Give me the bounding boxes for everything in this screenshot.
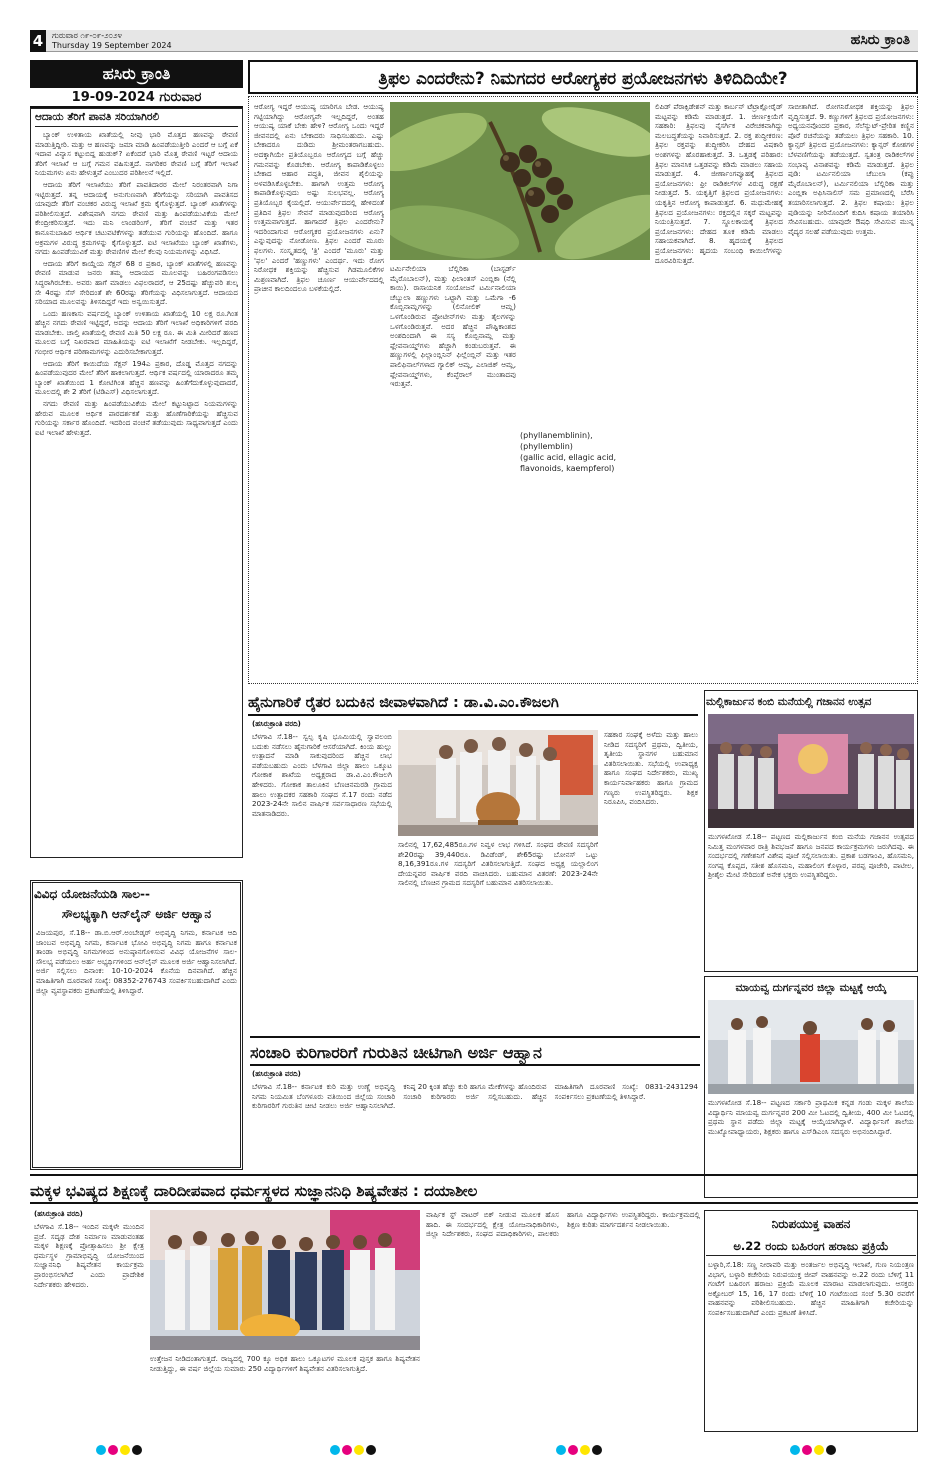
registration-dot-magenta (108, 1445, 118, 1455)
auction-title2: ಅ.22 ರಂದು ಬಹಿರಂಗ ಹರಾಜು ಪ್ರಕ್ರಿಯೆ (706, 1236, 916, 1256)
loans-title-line1: ವಿವಿಧ ಯೋಜನೆಯಡಿ ಸಾಲ-- (34, 887, 150, 901)
registration-dot-yellow (354, 1445, 364, 1455)
editorial-paragraph: ಆದಾಯ ತೆರಿಗೆ ಕಾಯ್ದೆಯ ಸೆಕ್ಷನ್ 68 ರ ಪ್ರಕಾರ, ಬ್ಯಾಂಕ್ ಖಾತೆಗಳಲ್ಲಿ ಹಣವನ್ನು ಠೇವಣಿ ಮಾಡುವ ಜನರು ತಮ್ಮ ಆದಾಯದ ಮೂಲವನ್ನು ಬಹಿರಂಗಪಡಿಸಲು ಸಿದ್ಧರಾಗಿರಬೇಕು. ಅವರು ಹಾಗೆ ಮಾಡಲು ವಿಫಲರಾದರೆ, ಆ 25ದಷ್ಟು ಹೆಚ್ಚುವರಿ ಶುಲ್ಕ ಸೇ 4ರಷ್ಟು ಸೆಸ್ ಸೇರಿದಂತೆ ಶೇ 60ರಷ್ಟು ತೆರಿಗೆಯನ್ನು ವಿಧಿಸಲಾಗುತ್ತದೆ. ಆದಾಯದ ಸರಿಯಾದ ಮೂಲವನ್ನು ತಿಳಿಸದಿದ್ದರೆ ಇದು ಅನ್ವಯಿಸುತ್ತದೆ. (35, 258, 238, 307)
farmers-col1: ಬೆಳಗಾವಿ ಸೆ.18-- ಸ್ವಲ್ಪ ಕೃಷಿ ಭೂಮಿಯಲ್ಲಿ ಸ್ವಾವಲಂಬಿ ಬದುಕು ನಡೆಸಲು ಹೈನುಗಾರಿಕೆ ಆಸರೆಯಾಗಿದೆ. ಕಿಂಯ ಹುಲ್ಲು ಉತ್ಪಾದನೆ ಮಾಡಿ ಸಾಕುವುದರಿಂದ ಹೆಚ್ಚಿನ ಲಾಭ ಪಡೆಯಬಹುದು ಎಂದು ಬೆಳಗಾವಿ ಜಿಲ್ಲಾ ಹಾಲು ಒಕ್ಕೂಟ ಗೋಕಾಕ ಶಾಖೆಯ ಅಧ್ಯಕ್ಷರಾದ ಡಾ.ವಿ.ಎಂ.ಕೌಜಲಗಿ ಹೇಳಿದರು. ಗೋಕಾಕ ತಾಲೂಕಿನ ಬೆಣಚಿನಮರಡಿ ಗ್ರಾಮದ ಹಾಲು ಉತ್ಪಾದಕರ ಸಹಕಾರಿ ಸಂಘದ ಸೆ.17 ರಂದು ನಡೆದ 2023-24ನೇ ಸಾಲಿನ ವಾರ್ಷಿಕ ಸರ್ವಸಾಧಾರಣ ಸಭೆಯಲ್ಲಿ ಮಾತನಾಡಿದರು. (252, 732, 392, 818)
auction-text: ಬಳ್ಳಾರಿ,ಸೆ.18: ಸಣ್ಣ ನೀರಾವರಿ ಮತ್ತು ಅಂತರ್ಜಲ ಅಭಿವೃದ್ಧಿ ಇಲಾಖೆ, ಗುಣ ನಿಯಂತ್ರಣ ವಿಭಾಗ, ಬಳ್ಳಾರಿ ಕಚೇರಿಯ ನಿರುಪಯುಕ್ತ ಜೀಪ್ ವಾಹನವನ್ನು ಅ.22 ರಂದು ಬೆಳಿಗ್ಗೆ 11 ಗಂಟೆಗೆ ಬಹಿರಂಗ ಹರಾಜು ಪ್ರಕ್ರಿಯೆ ಮೂಲಕ ಮಾರಾಟ ಮಾಡಲಾಗುವುದು. ಆಸಕ್ತರು ಅಕ್ಟೋಬರ್ 15, 16, 17 ರಂದು ಬೆಳಿಗ್ಗೆ 10 ಗಂಟೆಯಿಂದ ಸಂಜೆ 5.30 ರವರೆಗೆ ವಾಹನವನ್ನು ಪರಿಶೀಲಿಸಬಹುದು. ಹೆಚ್ಚಿನ ಮಾಹಿತಿಗಾಗಿ ಕಚೇರಿಯನ್ನು ಸಂಪರ್ಕಿಸಬಹುದಾಗಿದೆ ಎಂದು ಪ್ರಕಟಣೆ ತಿಳಿಸಿದೆ. (708, 1260, 914, 1317)
masthead-text: ಹಸಿರು ಕ್ರಾಂತಿ (102, 64, 171, 83)
editorial-title: ಆದಾಯ ತೆರಿಗೆ ಪಾವತಿ ಸರಿಯಾಗಿರಲಿ (35, 111, 238, 127)
registration-marks-center-left (330, 1440, 390, 1452)
athlete-title: ಮಾಯವ್ವ ದುರ್ಗನ್ನವರ ಜಿಲ್ಲಾ ಮಟ್ಟಕ್ಕೆ ಆಯ್ಕೆ (735, 982, 887, 994)
registration-marks-left (96, 1440, 156, 1452)
editorial-paragraph: ಆದಾಯ ತೆರಿಗೆ ಕಾಯಿದೆಯ ಸೆಕ್ಷನ್ 194ಎ ಪ್ರಕಾರ, ದೊಡ್ಡ ಮೊತ್ತದ ನಗದನ್ನು ಹಿಂಪಡೆಯುವುದರ ಮೇಲೆ ತೆರಿಗೆ ಹಾಕಲಾಗುತ್ತದೆ. ಆರ್ಥಿಕ ವರ್ಷದಲ್ಲಿ ಯಾರಾದರೂ ತಮ್ಮ ಬ್ಯಾಂಕ್ ಖಾತೆಯಿಂದ 1 ಕೋಟಿಗಿಂತ ಹೆಚ್ಚಿನ ಹಣವನ್ನು ಹಿಂತೆಗೆದುಕೊಳ್ಳುವುದಾದರೆ, ಮೂಲದಲ್ಲಿ ಶೇ 2 ತೆರಿಗೆ (ಟಿಡಿಎಸ್) ವಿಧಿಸಲಾಗುತ್ತದೆ. (35, 358, 238, 397)
sheep-byline: (ಹಸಿರುಕ್ರಾಂತಿ ವರದಿ) (252, 1070, 301, 1078)
editorial-paragraph: ಬ್ಯಾಂಕ್ ಉಳಿತಾಯ ಖಾತೆಯಲ್ಲಿ ನೀವು ಭಾರಿ ಮೊತ್ತದ ಹಣವನ್ನು ಠೇವಣಿ ಮಾಡುತ್ತಿದ್ದೀರಿ. ಮತ್ತು ಆ ಹಣವನ್ನು ಜಮಾ ಮಾಡಿ ಹಿಂಪಡೆಯುತ್ತೀರಿ ಎಂದರೆ ಆ ಬಗ್ಗೆ ಏಕೆ ಇದಾವ ವಿನ್ಯಾಸ ಕಟ್ಟುಬಿದ್ದ ಹುಡುಕ್? ಏಕೆಂದರೆ ಭಾರಿ ಮೊತ್ತ ಠೇವಣಿ ಇಟ್ಟರೆ ಆದಾಯ ತೆರಿಗೆ ಇಲಾಖೆ ಆ ಬಗ್ಗೆ ಗಮನ ವಹಿಸುತ್ತದೆ. ನಾಗರಿಕರ ಠೇವಣಿ ಬಗ್ಗೆ ತೆರಿಗೆ ಇಲಾಖೆ ನಿಯಮಗಳು ಏನು ಹೇಳುತ್ತವೆ ಎಂಬುದರ ಪರಿಶೀಲನೆ ಇಲ್ಲಿದೆ. (35, 130, 238, 178)
registration-dot-yellow (814, 1445, 824, 1455)
registration-dot-cyan (790, 1445, 800, 1455)
editorial-date-line: 19-09-2024 ಗುರುವಾರ (30, 88, 243, 108)
editorial-body (35, 130, 238, 855)
registration-dot-black (132, 1445, 142, 1455)
triphala-col4: ಸಾಬೀತಾಗಿದೆ. ರೋಗನಿರೋಧಕ ಶಕ್ತಿಯನ್ನು ತ್ರಿಫಲ ವೃದ್ಧಿಸುತ್ತದೆ. 9. ಕಣ್ಣುಗಳಿಗೆ ತ್ರಿಫಲದ ಪ್ರಯೋಜನಗಳು: ಅಧ್ಯಯನವೊಂದರ ಪ್ರಕಾರ, ಸೆಲೆನ್ಯುಟ್-ಪ್ರೇರಿತ ಕಣ್ಣಿನ ಪೊರೆ ರಚನೆಯನ್ನು ತಡೆಯಲು ತ್ರಿಫಲ ಸಹಕಾರಿ. 10. ಕ್ಯಾನ್ಸರ್ ತ್ರಿಫಲದ ಪ್ರಯೋಜನಗಳು: ಕ್ಯಾನ್ಸರ್ ಕೋಶಗಳ ಬೆಳವಣಿಗೆಯನ್ನು ತಡೆಯುತ್ತದೆ. ಸ್ವತಂತ್ರ ರಾಡಿಕಲ್‌ಗಳ ಸಂಭಾವ್ಯ ವಿನಾಶವನ್ನು ಕಡಿಮೆ ಮಾಡುತ್ತದೆ. ತ್ರಿಫಲ ಪುಡಿ: ಟರ್ಮಿನಲಿಯಾ ಚೆಬುಲಾ (ಕಪ್ಪು ಮೈರೊಬಾಲನ್), ಟರ್ಮಿನಲಿಯಾ ಬೆಲ್ಲಿರಿಕಾ ಮತ್ತು ಎಂಬ್ಲಿಕಾ ಅಫಿಸಿನಾಲಿಸ್ ಸಮ ಪ್ರಮಾಣದಲ್ಲಿ ಬೆರೆಸಿ ತಯಾರಿಸಲಾಗುತ್ತದೆ. 2. ತ್ರಿಫಲ ಕಷಾಯ: ತ್ರಿಫಲ ಪುಡಿಯನ್ನು ನೀರಿನೊಂದಿಗೆ ಕುದಿಸಿ ಕಷಾಯ ತಯಾರಿಸಿ ಸೇವಿಸಬಹುದು. ಯಾವುದೇ ಔಷಧಿ ಸೇವಿಸುವ ಮುನ್ನ ವೈದ್ಯರ ಸಲಹೆ ಪಡೆಯುವುದು ಉತ್ತಮ. (788, 102, 914, 236)
farmers-byline: (ಹಸಿರುಕ್ರಾಂತಿ ವರದಿ) (252, 720, 301, 728)
registration-dot-magenta (802, 1445, 812, 1455)
editorial-masthead (30, 60, 243, 88)
registration-marks-right (790, 1440, 850, 1452)
farmers-col3: ಸಹಕಾರ ಸಂಘಕ್ಕೆ ಅಳೆದು ಮತ್ತು ಹಾಲು ನೀಡಿದ ಸದಸ್ಯರಿಗೆ ಪ್ರಥಮ, ದ್ವಿತೀಯ, ತೃತೀಯ ಸ್ಥಾನಗಳ ಬಹುಮಾನ ವಿತರಿಸಲಾಯಿತು. ಸಭೆಯಲ್ಲಿ ಉಪಾಧ್ಯಕ್ಷ ಹಾಗೂ ಸಂಘದ ನಿರ್ದೇಶಕರು, ಮುಖ್ಯ ಕಾರ್ಯನಿರ್ವಾಹಕರು ಹಾಗೂ ಗ್ರಾಮದ ಗಣ್ಯರು ಉಪಸ್ಥಿತರಿದ್ದರು. ಶಿಕ್ಷಕ ನಿರೂಪಿಸಿ, ವಂದಿಸಿದರು. (604, 730, 698, 807)
athlete-text: ಮುಗಳಖೋಡ ಸೆ.18-- ಪಟ್ಟಣದ ಸರ್ಕಾರಿ ಪ್ರಾಥಮಿಕ ಕನ್ನಡ ಗಂಡು ಮಕ್ಕಳ ಶಾಲೆಯ ವಿದ್ಯಾರ್ಥಿನಿ ಮಾಯವ್ವ ದುರ್ಗನ್ನವರ 200 ಮೀ ಓಟದಲ್ಲಿ ದ್ವಿತೀಯ, 400 ಮೀ ಓಟದಲ್ಲಿ ಪ್ರಥಮ ಸ್ಥಾನ ಪಡೆದು ಜಿಲ್ಲಾ ಮಟ್ಟಕ್ಕೆ ಆಯ್ಕೆಯಾಗಿದ್ದಾಳೆ. ವಿದ್ಯಾರ್ಥಿನಿಗೆ ಶಾಲೆಯ ಮುಖ್ಯೋಪಾಧ್ಯಾಯರು, ಶಿಕ್ಷಕರು ಹಾಗೂ ಎಸ್‌ಡಿಎಂಸಿ ಸದಸ್ಯರು ಅಭಿನಂದಿಸಿದ್ದಾರೆ. (708, 1098, 914, 1136)
loans-title-line2: ಸೌಲಭ್ಯಕ್ಕಾಗಿ ಆನ್‌ಲೈನ್ ಅರ್ಜಿ ಆಹ್ವಾನ (61, 907, 212, 921)
registration-dot-magenta (568, 1445, 578, 1455)
scholarship-byline: (ಹಸಿರುಕ್ರಾಂತಿ ವರದಿ) (34, 1210, 83, 1218)
scholarship-col1: ಬೆಳಗಾವಿ ಸೆ.18-- ಇಂದಿನ ಮಕ್ಕಳೇ ಮುಂದಿನ ಪ್ರಜೆ. ಸದೃಢ ದೇಶ ನಿರ್ಮಾಣ ಮಾಡುವಂತಹ ಮಕ್ಕಳ ಶಿಕ್ಷಣಕ್ಕೆ ಪ್ರೋತ್ಸಾಹಿಸಲು ಶ್ರೀ ಕ್ಷೇತ್ರ ಧರ್ಮಸ್ಥಳ ಗ್ರಾಮಾಭಿವೃದ್ಧಿ ಯೋಜನೆಯಿಂದ ಸುಜ್ಞಾನನಿಧಿ ಶಿಷ್ಯವೇತನ ಕಾರ್ಯಕ್ರಮ ಪ್ರಾರಂಭಿಸಲಾಗಿದೆ ಎಂದು ಪ್ರಾದೇಶಿಕ ನಿರ್ದೇಶಕರು ಹೇಳಿದರು. (34, 1222, 144, 1289)
header-date-english: Thursday 19 September 2024 (52, 41, 172, 50)
header-paper-name: ಹಸಿರು ಕ್ರಾಂತಿ (850, 32, 910, 48)
editorial-box (30, 108, 243, 858)
ganesh-text: ಮುಗಳಖೋಡ ಸೆ.18-- ಪಟ್ಟಣದ ಮಲ್ಲಿಕಾರ್ಜುನ ಕಂಬಿ ಮನೆಯ ಗಜಾನನ ಉತ್ಸವದ ನಿಮಿತ್ತ ಮಂಗಳವಾರ ರಾತ್ರಿ ಶಿವಭಜನೆ ಹಾಗೂ ಜನಪದ ಕಾರ್ಯಕ್ರಮಗಳು ಜರುಗಿದವು. ಈ ಸಂದರ್ಭದಲ್ಲಿ ಗಣೇಶನಿಗೆ ವಿಶೇಷ ಪೂಜೆ ಸಲ್ಲಿಸಲಾಯಿತು. ಪ್ರಕಾಶ ಬಡಗಾಂವಿ, ಹೊಸಮನಿ, ಸಂಗಪ್ಪ ಕೊಪ್ಪದ, ಸತೀಶ ಹೊಸಮನಿ, ಮಹಾಲಿಂಗ ಕೊಳ್ಳಾರ, ಪರಪ್ಪ ಪೂಜೇರಿ, ಪಾಟೀಲ, ಶ್ರೀಶೈಲ ಮೇಟಿ ಸೇರಿದಂತೆ ಅನೇಕ ಭಕ್ತರು ಉಪಸ್ಥಿತರಿದ್ದರು. (708, 832, 914, 880)
triphala-col1: ಆರೋಗ್ಯ ಇದ್ದರೆ ಆಯುಷ್ಯ ಯಾರಿಗೂ ಬೇಡ. ಆಯುಷ್ಯ ಗಟ್ಟಿಯಾಗಿದ್ದು ಆರೋಗ್ಯವೇ ಇಲ್ಲದಿದ್ದರೆ, ಅಂತಹ ಆಯುಷ್ಯ ಯಾಕೆ ಬೇಕು ಹೇಳಿ? ಆರೋಗ್ಯ ಒಂದು ಇದ್ದರೆ ಜೀವನದಲ್ಲಿ ಏನು ಬೇಕಾದರು ಸಾಧಿಸಬಹುದು. ಎಷ್ಟು ಬೇಕಾದರೂ ದುಡಿದು ಶ್ರೀಮಂತರಾಗಬಹುದು. ಅದಕ್ಕಾಗಿಯೇ ಪ್ರತಿಯೊಬ್ಬರೂ ಆರೋಗ್ಯದ ಬಗ್ಗೆ ಹೆಚ್ಚು ಗಮನವನ್ನು ಕೊಡಬೇಕು. ಆರೋಗ್ಯ ಕಾಪಾಡಿಕೊಳ್ಳಲು ಬೇಕಾದ ಆಹಾರ ಪದ್ಧತಿ, ಜೀವನ ಶೈಲಿಯನ್ನು ಅಳವಡಿಸಿಕೊಳ್ಳಬೇಕು. ಹಾಗಾಗಿ ಉತ್ತಮ ಆರೋಗ್ಯ ಕಾಪಾಡಿಕೊಳ್ಳುವುದು ಅಷ್ಟು ಸುಲಭವಲ್ಲ. ಆರೋಗ್ಯ ಪ್ರತಿಯೊಬ್ಬರ ಕೈಯಲ್ಲಿದೆ. ಆಯುರ್ವೇದದಲ್ಲಿ ಹೇಳಿದಂತೆ ಪ್ರತಿದಿನ ತ್ರಿಫಲ ಸೇವನೆ ಮಾಡುವುದರಿಂದ ಆರೋಗ್ಯ ಉತ್ತಮವಾಗುತ್ತದೆ. ಹಾಗಾದರೆ ತ್ರಿಫಲ ಎಂದರೇನು? ಇದರಿಂದಾಗುವ ಆರೋಗ್ಯಕರ ಪ್ರಯೋಜನಗಳು ಏನು? ಎನ್ನುವುದನ್ನು ನೋಡೋಣ. ತ್ರಿಫಲ ಎಂದರೆ ಮೂರು ಫಲಗಳು. ಸಂಸ್ಕೃತದಲ್ಲಿ 'ತ್ರಿ' ಎಂದರೆ 'ಮೂರು' ಮತ್ತು 'ಫಲ' ಎಂದರೆ 'ಹಣ್ಣುಗಳು' ಎಂದರ್ಥ. ಇದು ರೋಗ ನಿರೋಧಕ ಶಕ್ತಿಯನ್ನು ಹೆಚ್ಚಿಸುವ ಗಿಡಮೂಲಿಕೆಗಳ ಮಿಶ್ರಣವಾಗಿದೆ. ತ್ರಿಫಲ ಚೂರ್ಣ ಆಯುರ್ವೇದದಲ್ಲಿ ಪ್ರಾಚೀನ ಕಾಲದಿಂದಲೂ ಬಳಕೆಯಲ್ಲಿದೆ. (254, 102, 384, 294)
triphala-fruit-photo (390, 102, 650, 260)
ganesh-festival-photo (708, 714, 914, 828)
registration-dot-black (826, 1445, 836, 1455)
editorial-paragraph: ಆದಾಯ ತೆರಿಗೆ ಇಲಾಖೆಯು ತೆರಿಗೆ ಪಾವತಿದಾರರ ಮೇಲೆ ನಿರಂತರವಾಗಿ ನಿಗಾ ಇಟ್ಟಿರುತ್ತದೆ. ತನ್ನ ಆದಾಯಕ್ಕೆ ಅನುಗುಣವಾಗಿ ತೆರಿಗೆಯನ್ನು ಸರಿಯಾಗಿ ಪಾವತಿಸದ ಯಾವುದೇ ತೆರಿಗೆ ವಂಚಕರ ವಿರುದ್ಧ ಇಲಾಖೆ ಕ್ರಮ ಕೈಗೊಳ್ಳುತ್ತದೆ. ಬ್ಯಾಂಕ್ ಖಾತೆಗಳನ್ನು ಪರಿಶೀಲಿಸುತ್ತದೆ. ವಿಶೇಷವಾಗಿ ನಗದು ಠೇವಣಿ ಮತ್ತು ಹಿಂಪಡೆಯುವಿಕೆಯ ಮೇಲೆ ಕೇಂದ್ರೀಕರಿಸುತ್ತದೆ. ಇದು ಮನಿ ಲಾಂಡರಿಂಗ್, ತೆರಿಗೆ ವಂಚನೆ ಮತ್ತು ಇತರ ಕಾನೂನುಬಾಹಿರ ಆರ್ಥಿಕ ಚಟುವಟಿಕೆಗಳನ್ನು ತಡೆಯುವ ಗುರಿಯನ್ನು ಹೊಂದಿದೆ. ಹಾಗೂ ಅಕ್ರಮಗಳ ವಿರುದ್ಧ ಕ್ರಮಗಳನ್ನು ಕೈಗೊಳ್ಳುತ್ತದೆ. ಐಟಿ ಇಲಾಖೆಯು ಬ್ಯಾಂಕ್ ಖಾತೆಗಳು, ನಗದು ಹಿಂಪಡೆಯುವಿಕೆ ಮತ್ತು ಠೇವಣಿಗಳ ಮೇಲೆ ಕೆಲವು ನಿಯಮಗಳನ್ನು ವಿಧಿಸಿದೆ. (35, 179, 238, 257)
farmers-title: ಹೈನುಗಾರಿಕೆ ರೈತರ ಬದುಕಿನ ಜೀವಾಳವಾಗಿದೆ : ಡಾ.ವಿ.ಎಂ.ಕೌಜಲಗಿ (248, 690, 698, 716)
auction-title1: ನಿರುಪಯುಕ್ತ ವಾಹನ (771, 1217, 851, 1231)
scholarship-col3: ವಾರ್ಷಿಕ ಸ್ಟ್ ವಾಟರ್ ಬಿಕ್ ನೀಡುವ ಮೂಲಕ ಹೊಸ ಹಾದಿ. ಈ ಸಂದರ್ಭದಲ್ಲಿ ಕ್ಷೇತ್ರ ಯೋಜನಾಧಿಕಾರಿಗಳು, ಜಿಲ್ಲಾ ನಿರ್ದೇಶಕರು, ಸಂಘದ ಪದಾಧಿಕಾರಿಗಳು, ಪಾಲಕರು ಹಾಗೂ ವಿದ್ಯಾರ್ಥಿಗಳು ಉಪಸ್ಥಿತರಿದ್ದರು. ಕಾರ್ಯಕ್ರಮದಲ್ಲಿ ಶಿಕ್ಷಣ ಕುರಿತು ಮಾರ್ಗದರ್ಶನ ನೀಡಲಾಯಿತು. (426, 1210, 700, 1239)
editorial-paragraph: ನಗದು ಠೇವಣಿ ಮತ್ತು ಹಿಂಪಡೆಯುವಿಕೆಯ ಮೇಲೆ ಕಟ್ಟುನಿಟ್ಟಾದ ನಿಯಮಗಳನ್ನು ಹೇರುವ ಮೂಲಕ ಆರ್ಥಿಕ ಪಾರದರ್ಶಕತೆ ಮತ್ತು ಹೊಣೆಗಾರಿಕೆಯನ್ನು ಹೆಚ್ಚಿಸುವ ಗುರಿಯನ್ನು ಸರ್ಕಾರ ಹೊಂದಿದೆ. ಇದರಿಂದ ವಂಚನೆ ತಡೆಯುವುದು ಸಾಧ್ಯವಾಗುತ್ತದೆ ಎಂದು ಐಟಿ ಇಲಾಖೆ ಹೇಳುತ್ತದೆ. (35, 399, 238, 437)
scholarship-event-photo (150, 1210, 420, 1350)
farmers-meeting-photo (398, 730, 598, 836)
ganesh-title: ಮಲ್ಲಿಕಾರ್ಜುನ ಕಂಬಿ ಮನೆಯಲ್ಲಿ ಗಜಾನನ ಉತ್ಸವ (706, 696, 872, 708)
triphala-title: ತ್ರಿಫಲ ಎಂದರೇನು? ನಿಮಗದರ ಆರೋಗ್ಯಕರ ಪ್ರಯೋಜನಗಳು ತಿಳಿದಿದಿಯೇ? (248, 60, 918, 94)
page-header (30, 30, 918, 52)
scholarship-title: ಮಕ್ಕಳ ಭವಿಷ್ಯದ ಶಿಕ್ಷಣಕ್ಕೆ ದಾರಿದೀಪವಾದ ಧರ್ಮಸ್ಥಳದ ಸುಜ್ಞಾನನಿಧಿ ಶಿಷ್ಯವೇತನ : ದಯಾಶೀಲ (30, 1174, 918, 1204)
registration-dot-yellow (120, 1445, 130, 1455)
editorial-paragraph: ಒಂದು ಹಣಕಾಸು ವರ್ಷದಲ್ಲಿ ಬ್ಯಾಂಕ್ ಉಳಿತಾಯ ಖಾತೆಯಲ್ಲಿ 10 ಲಕ್ಷ ರೂ.ಗಿಂತ ಹೆಚ್ಚಿನ ನಗದು ಠೇವಣಿ ಇಟ್ಟಿದ್ದರೆ, ಅದನ್ನು ಆದಾಯ ತೆರಿಗೆ ಇಲಾಖೆ ಅಧಿಕಾರಿಗಳಿಗೆ ವರದಿ ಮಾಡಬೇಕು. ಚಾಲ್ತಿ ಖಾತೆಯಲ್ಲಿ ಠೇವಣಿ ಮಿತಿ 50 ಲಕ್ಷ ರೂ. ಈ ಮಿತಿ ಮೀರಿದರೆ ಹಣದ ಮೂಲದ ಬಗ್ಗೆ ನಿಖರವಾದ ಮಾಹಿತಿಯನ್ನು ಐಟಿ ಇಲಾಖೆಗೆ ನೀಡಬೇಕು. ಇಲ್ಲದಿದ್ದರೆ, ಗಂಭೀರ ಆರ್ಥಿಕ ಪರಿಣಾಮಗಳನ್ನು ಎದುರಿಸಬೇಕಾಗುತ್ತದೆ. (35, 308, 238, 357)
sheep-title: ಸಂಚಾರಿ ಕುರಿಗಾರರಿಗೆ ಗುರುತಿನ ಚೀಟಿಗಾಗಿ ಅರ್ಜಿ ಆಹ್ವಾನ (250, 1036, 700, 1066)
registration-dot-black (366, 1445, 376, 1455)
athlete-photo (708, 1000, 914, 1094)
registration-dot-cyan (330, 1445, 340, 1455)
registration-dot-magenta (342, 1445, 352, 1455)
header-date-kannada: ಗುರುವಾರ ೧೯-೦೯-೨೦೨೪ (52, 31, 122, 40)
triphala-col3: ಲಿಪಿಡ್ ಪೆರಾಕ್ಸಿಡೇಶನ್ ಮತ್ತು ಕಾರ್ಬನ್ ಟೆಟ್ರಾಕ್ಲೋರೈಡ್ ಮಟ್ಟವನ್ನು ಕಡಿಮೆ ಮಾಡುತ್ತದೆ. 1. ಜೀರ್ಣಕ್ರಿಯೆಗೆ ಸಹಕಾರಿ: ತ್ರಿಫಲವು ನೈಸರ್ಗಿಕ ವಿರೇಚಕವಾಗಿದ್ದು ಮಲಬದ್ಧತೆಯನ್ನು ನಿವಾರಿಸುತ್ತದೆ. 2. ರಕ್ತ ಶುದ್ಧೀಕರಣ: ತ್ರಿಫಲ ರಕ್ತವನ್ನು ಶುದ್ಧೀಕರಿಸಿ ದೇಹದ ವಿಷಕಾರಿ ಅಂಶಗಳನ್ನು ಹೊರಹಾಕುತ್ತದೆ. 3. ಒತ್ತಡಕ್ಕೆ ಪರಿಹಾರ: ತ್ರಿಫಲ ಮಾನಸಿಕ ಒತ್ತಡವನ್ನು ಕಡಿಮೆ ಮಾಡಲು ಸಹಾಯ ಮಾಡುತ್ತದೆ. 4. ಜೀರ್ಣಾಂಗವ್ಯೂಹಕ್ಕೆ ತ್ರಿಫಲದ ಪ್ರಯೋಜನಗಳು: ಫ್ರೀ ರಾಡಿಕಲ್‌ಗಳ ವಿರುದ್ಧ ರಕ್ಷಣೆ ನೀಡುತ್ತದೆ. 5. ಯಕೃತ್ತಿಗೆ ತ್ರಿಫಲದ ಪ್ರಯೋಜನಗಳು: ಯಕೃತ್ತಿನ ಆರೋಗ್ಯ ಕಾಪಾಡುತ್ತದೆ. 6. ಮಧುಮೇಹಕ್ಕೆ ತ್ರಿಫಲದ ಪ್ರಯೋಜನಗಳು: ರಕ್ತದಲ್ಲಿನ ಸಕ್ಕರೆ ಮಟ್ಟವನ್ನು ನಿಯಂತ್ರಿಸುತ್ತದೆ. 7. ಸ್ಥೂಲಕಾಯಕ್ಕೆ ತ್ರಿಫಲದ ಪ್ರಯೋಜನಗಳು: ದೇಹದ ತೂಕ ಕಡಿಮೆ ಮಾಡಲು ಸಹಾಯಕವಾಗಿದೆ. 8. ಹೃದಯಕ್ಕೆ ತ್ರಿಫಲದ ಪ್ರಯೋಜನಗಳು: ಹೃದಯ ಸಂಬಂಧಿ ಕಾಯಿಲೆಗಳನ್ನು ದೂರವಿರಿಸುತ್ತದೆ. (655, 102, 783, 265)
registration-dot-cyan (556, 1445, 566, 1455)
registration-dot-yellow (580, 1445, 590, 1455)
sheep-text: ಬೆಳಗಾವಿ ಸೆ.18-- ಕರ್ನಾಟಕ ಕುರಿ ಮತ್ತು ಉಣ್ಣೆ ಅಭಿವೃದ್ಧಿ ನಿಗಮ ನಿಯಮಿತ ಬೆಂಗಳೂರು ವತಿಯಿಂದ ಜಿಲ್ಲೆಯ ಸಂಚಾರಿ ಕುರಿಗಾರರಿಗೆ ಗುರುತಿನ ಚೀಟಿ ನೀಡಲು ಅರ್ಜಿ ಆಹ್ವಾನಿಸಲಾಗಿದೆ. ಕನಿಷ್ಠ 20 ಕ್ಕಿಂತ ಹೆಚ್ಚು ಕುರಿ ಹಾಗೂ ಮೇಕೆಗಳನ್ನು ಹೊಂದಿರುವ ಸಂಚಾರಿ ಕುರಿಗಾರರು ಅರ್ಜಿ ಸಲ್ಲಿಸಬಹುದು. ಹೆಚ್ಚಿನ ಮಾಹಿತಿಗಾಗಿ ದೂರವಾಣಿ ಸಂಖ್ಯೆ: 0831-2431294 ಸಂಪರ್ಕಿಸಲು ಪ್ರಕಟಣೆಯಲ್ಲಿ ತಿಳಿಸಿದ್ದಾರೆ. (252, 1082, 698, 1111)
farmers-col2: ಸಾಲಿನಲ್ಲಿ 17,62,485ರೂ.ಗಳ ನಿವ್ವಳ ಲಾಭ ಗಳಿಸಿದೆ. ಸಂಘದ ಠೇವಣಿ ಸದಸ್ಯರಿಗೆ ಶೇ20ರಷ್ಟು 39,440ರೂ. ಡಿವಿಡೆಂಡ್, ಶೇ65ರಷ್ಟು ಬೋನಸ್ ಒಟ್ಟು 8,16,391ರೂ.ಗಳ ಸದಸ್ಯರಿಗೆ ವಿತರಿಸಲಾಗುತ್ತಿದೆ. ಸಂಘದ ಅಧ್ಯಕ್ಷ ಯಲ್ಲಾಲಿಂಗ ದೇಯನ್ನವರ ವಾರ್ಷಿಕ ವರದಿ ವಾಚಿಸಿದರು. ಬಹುಮಾನ ವಿತರಣೆ: 2023-24ನೇ ಸಾಲಿನಲ್ಲಿ ಬೆಣಚಿನ ಗ್ರಾಮದ ಸದಸ್ಯರಿಗೆ ಬಹುಮಾನ ವಿತರಿಸಲಾಯಿತು. (398, 840, 598, 888)
registration-dot-cyan (96, 1445, 106, 1455)
loans-text: ವಿಜಯಪುರ, ಸೆ.18-- ಡಾ.ಬಿ.ಆರ್.ಅಂಬೇಡ್ಕರ್ ಅಭಿವೃದ್ಧಿ ನಿಗಮ, ಕರ್ನಾಟಕ ಆದಿ ಜಾಂಬವ ಅಭಿವೃದ್ಧಿ ನಿಗಮ, ಕರ್ನಾಟಕ ಭೋವಿ ಅಭಿವೃದ್ಧಿ ನಿಗಮ ಹಾಗೂ ಕರ್ನಾಟಕ ತಾಂಡಾ ಅಭಿವೃದ್ಧಿ ನಿಗಮಗಳಿಂದ ಅನುಷ್ಠಾನಗೊಳಿಸುವ ವಿವಿಧ ಯೋಜನೆಗಳ ಸಾಲ-ಸೌಲಭ್ಯ ಪಡೆಯಲು ಅರ್ಹ ಅಭ್ಯರ್ಥಿಗಳಿಂದ ಆನ್‌ಲೈನ್ ಮೂಲಕ ಅರ್ಜಿ ಆಹ್ವಾನಿಸಲಾಗಿದೆ. ಅರ್ಜಿ ಸಲ್ಲಿಸಲು ದಿನಾಂಕ: 10-10-2024 ಕೊನೆಯ ದಿನವಾಗಿದೆ. ಹೆಚ್ಚಿನ ಮಾಹಿತಿಗಾಗಿ ದೂರವಾಣಿ ಸಂಖ್ಯೆ: 08352-276743 ಸಂಪರ್ಕಿಸಬಹುದಾಗಿದೆ ಎಂದು ಜಿಲ್ಲಾ ವ್ಯವಸ್ಥಾಪಕರು ಪ್ರಕಟಣೆಯಲ್ಲಿ ತಿಳಿಸಿದ್ದಾರೆ. (36, 928, 237, 995)
scholarship-col2: ಉತ್ತೇಜನ ನೀಡಿದಂತಾಗುತ್ತದೆ. ರಾಜ್ಯದಲ್ಲಿ 700 ಕ್ಕೂ ಅಧಿಕ ಹಾಲು ಒಕ್ಕೂಟಗಳ ಮೂಲಕ ಪುಸ್ತಕ ಹಾಗೂ ಶಿಷ್ಯವೇತನ ನೀಡುತ್ತಿದ್ದು, ಈ ವರ್ಷ ಜಿಲ್ಲೆಯ ಸುಮಾರು 250 ವಿದ್ಯಾರ್ಥಿಗಳಿಗೆ ಶಿಷ್ಯವೇತನ ವಿತರಿಸಲಾಗುತ್ತಿದೆ. (150, 1354, 420, 1373)
registration-dot-black (592, 1445, 602, 1455)
triphala-chem-list: (phyllanemblinin), (phyllemblin) (gallic acid, ellagic acid, flavonoids, kaempferol) (520, 431, 617, 473)
page-number: 4 (30, 30, 46, 52)
registration-marks-center-right (556, 1440, 616, 1452)
triphala-col2: ಟರ್ಮಿನೇಲಿಯಾ ಬೆಲ್ಲಿರಿಕಾ (ಬಾಸ್ಟರ್ಡ್ ಮೈರೊಬಾಲನ್), ಮತ್ತು ಫಿಲಾಂತಸ್ ಎಂಬ್ಲಿಕಾ (ನೆಲ್ಲಿ ಕಾಯಿ). ರಾಸಾಯನಿಕ ಸಂಯೋಜನೆ ಟರ್ಮಿನಾಲಿಯಾ ಚೆಬ್ಯುಲಾ ಹಣ್ಣುಗಳು ಒಟ್ಟಾಗಿ ಮತ್ತು ಒಮೆಗಾ -6 ಕೊಬ್ಬಿನಾಮ್ಲಗಳನ್ನು (ಲಿನೋಲಿಕ್ ಆಮ್ಲ) ಒಳಗೊಂಡಿರುವ ಪ್ರೋಟೀನ್‌ಗಳು ಮತ್ತು ತೈಲಗಳನ್ನು ಒಳಗೊಂಡಿರುತ್ತವೆ. ಅದರ ಹೆಚ್ಚಿನ ಪೌಷ್ಟಿಕಾಂಶದ ಅಂಶದಿಂದಾಗಿ ಈ ಸಸ್ಯ ಕೊಬ್ಬಿನಾಮ್ಲ ಮತ್ತು ಫ್ಲೇವನಾಯ್ಡ್‌ಗಳು ಹೆಚ್ಚಾಗಿ ಕಂಡುಬರುತ್ತವೆ. ಈ ಹಣ್ಣುಗಳಲ್ಲಿ ಫಿಲ್ಲಾಂಬ್ಲಿನಿನ್ ಫಿಲ್ಲೆಂಬ್ಲಿನ್ ಮತ್ತು ಇತರ ಪಾಲಿಫಿನಾಲ್‌ಗಳಾದ ಗ್ಯಾಲಿಕ್ ಆಮ್ಲ, ಎಲಾಜಿಕ್ ಆಮ್ಲ, ಫ್ಲೇವನಾಯ್ಡ್‌ಗಳು, ಕೆಂಪ್ಫೆರಾಲ್ ಮುಂತಾದವು ಇರುತ್ತವೆ. (390, 264, 516, 389)
